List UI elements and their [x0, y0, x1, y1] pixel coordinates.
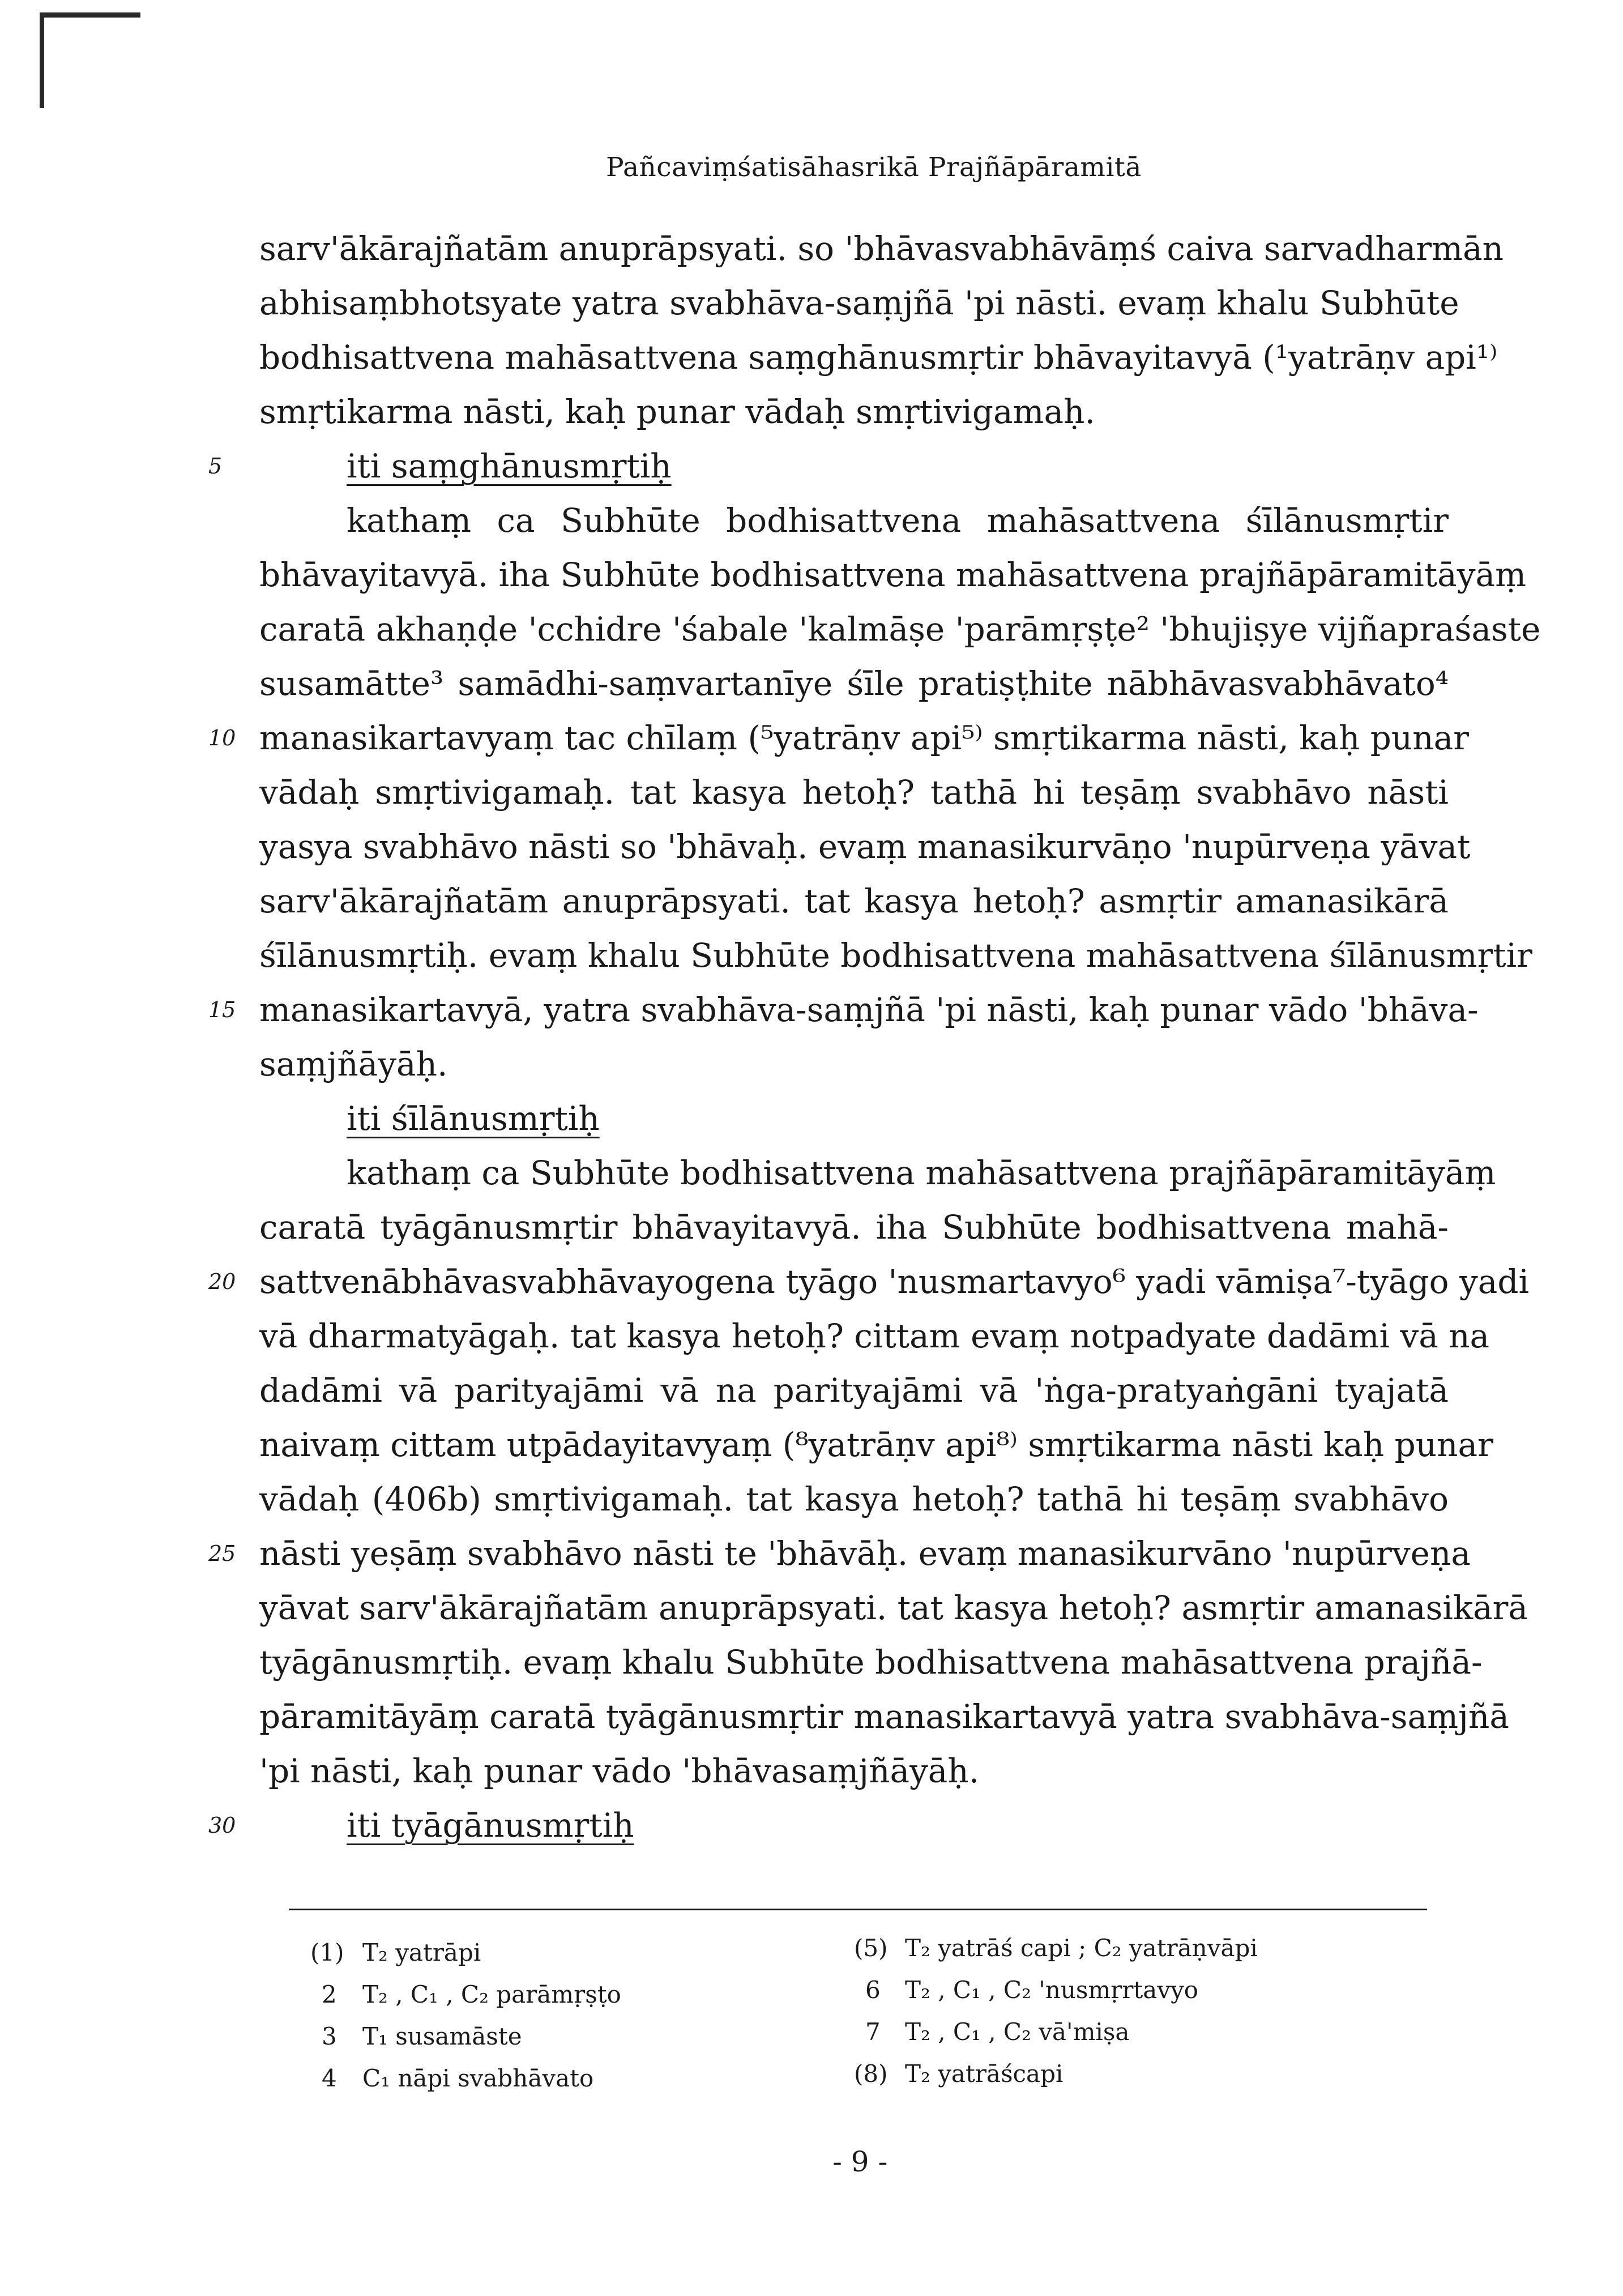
text-line: manasikartavyaṃ tac chīlaṃ (⁵yatrāṇv api⁵⁾ smṛtikarma nāsti, kaḥ punar [259, 719, 1469, 757]
text-line: susamātte³ samādhi-saṃvartanīye śīle pratiṣṭhite nābhāvasvabhāvato⁴ [259, 664, 1449, 703]
text-line: manasikartavyā, yatra svabhāva-saṃjñā 'pi nāsti, kaḥ punar vādo 'bhāva- [259, 991, 1479, 1029]
text-line: saṃjñāyāḥ. [259, 1045, 448, 1083]
text-line: kathaṃ ca Subhūte bodhisattvena mahāsattvena śīlānusmṛtir [347, 501, 1449, 540]
text-line: vādaḥ (406b) smṛtivigamaḥ. tat kasya hetoḥ? tathā hi teṣāṃ svabhāvo [259, 1480, 1449, 1518]
footnote-text: T₂ , C₁ , C₂ vā'miṣa [905, 2018, 1130, 2046]
footnote-mark: (5) [854, 1934, 888, 1962]
text-line: bhāvayitavyā. iha Subhūte bodhisattvena mahāsattvena prajñāpāramitāyāṃ [259, 556, 1527, 594]
text-line: 'pi nāsti, kaḥ punar vādo 'bhāvasaṃjñāyāḥ. [259, 1752, 980, 1790]
line-number: 5 [208, 454, 223, 479]
footnote-text: T₂ yatrāś capi ; C₂ yatrāṇvāpi [905, 1934, 1258, 1962]
footnote-mark: 6 [865, 1976, 881, 2004]
section-heading: iti tyāgānusmṛtiḥ [347, 1806, 634, 1845]
text-line: dadāmi vā parityajāmi vā na parityajāmi vā 'ṅga-pratyaṅgāni tyajatā [259, 1371, 1449, 1410]
text-line: caratā tyāgānusmṛtir bhāvayitavyā. iha Subhūte bodhisattvena mahā- [259, 1208, 1449, 1247]
text-line: sattvenābhāvasvabhāvayogena tyāgo 'nusmartavyo⁶ yadi vāmiṣa⁷-tyāgo yadi [259, 1262, 1530, 1301]
footnote-mark: 2 [322, 1981, 337, 2008]
line-number: 20 [208, 1269, 236, 1294]
text-line: caratā akhaṇḍe 'cchidre 'śabale 'kalmāṣe 'parāmṛṣṭe² 'bhujiṣye vijñapraśaste [259, 610, 1541, 648]
running-head: Pañcaviṃśatisāhasrikā Prajñāpāramitā [606, 152, 1142, 183]
footnote-mark: 3 [322, 2022, 337, 2050]
footnote-text: T₁ susamāste [362, 2022, 522, 2050]
text-line: sarv'ākārajñatām anuprāpsyati. tat kasya hetoḥ? asmṛtir amanasikārā [259, 882, 1449, 920]
footnote-text: T₂ yatrāpi [362, 1939, 481, 1966]
text-line: bodhisattvena mahāsattvena saṃghānusmṛtir bhāvayitavyā (¹yatrāṇv api¹⁾ [259, 338, 1498, 377]
text-line: yāvat sarv'ākārajñatām anuprāpsyati. tat kasya hetoḥ? asmṛtir amanasikārā [259, 1589, 1528, 1627]
section-heading: iti saṃghānusmṛtiḥ [347, 447, 672, 485]
footnote-text: T₂ , C₁ , C₂ 'nusmṛrtavyo [905, 1976, 1199, 2004]
footnote-mark: (1) [310, 1939, 344, 1966]
footnote-mark: 4 [322, 2064, 337, 2092]
line-number: 30 [208, 1813, 236, 1838]
text-line: yasya svabhāvo nāsti so 'bhāvaḥ. evaṃ manasikurvāṇo 'nupūrveṇa yāvat [259, 827, 1471, 866]
line-number: 10 [208, 725, 236, 750]
text-line: kathaṃ ca Subhūte bodhisattvena mahāsattvena prajñāpāramitāyāṃ [347, 1154, 1496, 1192]
line-number: 25 [208, 1541, 236, 1566]
text-line: sarv'ākārajñatām anuprāpsyati. so 'bhāvasvabhāvāṃś caiva sarvadharmān [259, 229, 1504, 268]
text-line: nāsti yeṣāṃ svabhāvo nāsti te 'bhāvāḥ. evaṃ manasikurvāno 'nupūrveṇa [259, 1534, 1471, 1573]
footnote-mark: (8) [854, 2060, 888, 2088]
footnote-text: T₂ yatrāścapi [905, 2060, 1064, 2088]
footnote-mark: 7 [865, 2018, 881, 2046]
text-line: naivaṃ cittam utpādayitavyaṃ (⁸yatrāṇv api⁸⁾ smṛtikarma nāsti kaḥ punar [259, 1426, 1493, 1464]
footnote-text: T₂ , C₁ , C₂ parāmṛṣṭo [362, 1981, 621, 2008]
footnote-rule [289, 1909, 1427, 1910]
text-line: śīlānusmṛtiḥ. evaṃ khalu Subhūte bodhisattvena mahāsattvena śīlānusmṛtir [259, 936, 1532, 975]
page-number: - 9 - [832, 2145, 888, 2178]
footnote-text: C₁ nāpi svabhāvato [362, 2064, 594, 2092]
text-line: smṛtikarma nāsti, kaḥ punar vādaḥ smṛtivigamaḥ. [259, 392, 1095, 431]
text-line: pāramitāyāṃ caratā tyāgānusmṛtir manasikartavyā yatra svabhāva-saṃjñā [259, 1697, 1509, 1736]
text-line: vādaḥ smṛtivigamaḥ. tat kasya hetoḥ? tathā hi teṣāṃ svabhāvo nāsti [259, 773, 1449, 812]
text-line: tyāgānusmṛtiḥ. evaṃ khalu Subhūte bodhisattvena mahāsattvena prajñā- [259, 1643, 1483, 1682]
line-number: 15 [208, 997, 236, 1022]
text-line: vā dharmatyāgaḥ. tat kasya hetoḥ? cittam evaṃ notpadyate dadāmi vā na [259, 1317, 1490, 1355]
section-heading: iti śīlānusmṛtiḥ [347, 1099, 600, 1138]
text-line: abhisaṃbhotsyate yatra svabhāva-saṃjñā 'pi nāsti. evaṃ khalu Subhūte [259, 284, 1459, 322]
